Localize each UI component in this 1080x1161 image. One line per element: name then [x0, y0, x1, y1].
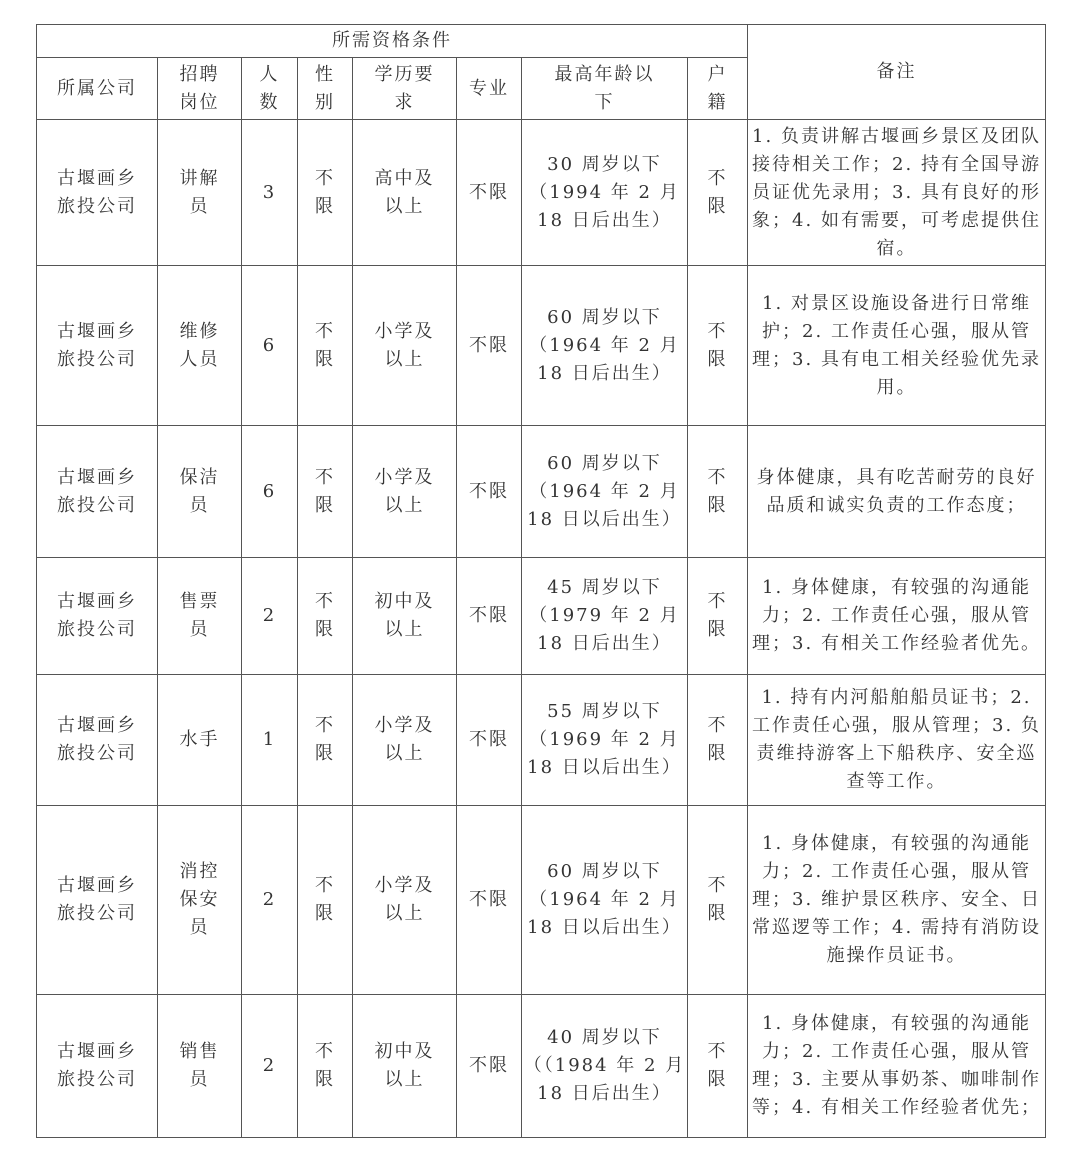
cell-position: 销售员	[158, 995, 242, 1138]
cell-count: 2	[242, 995, 298, 1138]
cell-major: 不限	[457, 995, 522, 1138]
cell-gender: 不限	[298, 806, 353, 995]
header-company: 所属公司	[37, 58, 158, 120]
cell-remarks: 身体健康，具有吃苦耐劳的良好品质和诚实负责的工作态度；	[748, 426, 1046, 558]
cell-max-age: 45 周岁以下（1979 年 2 月 18 日后出生）	[522, 558, 688, 675]
header-position: 招聘岗位	[158, 58, 242, 120]
cell-count: 2	[242, 558, 298, 675]
cell-remarks: 1. 身体健康，有较强的沟通能力；2. 工作责任心强，服从管理；3. 维护景区秩序、安全、日常巡逻等工作；4. 需持有消防设施操作员证书。	[748, 806, 1046, 995]
cell-gender: 不限	[298, 558, 353, 675]
cell-remarks: 1. 身体健康，有较强的沟通能力；2. 工作责任心强，服从管理；3. 有相关工作经验者优先。	[748, 558, 1046, 675]
cell-hukou: 不限	[688, 806, 748, 995]
cell-gender: 不限	[298, 675, 353, 806]
header-major: 专业	[457, 58, 522, 120]
cell-education: 小学及以上	[353, 266, 457, 426]
header-count: 人数	[242, 58, 298, 120]
cell-hukou: 不限	[688, 120, 748, 266]
cell-count: 6	[242, 426, 298, 558]
table-row	[37, 120, 1046, 266]
cell-gender: 不限	[298, 266, 353, 426]
cell-hukou: 不限	[688, 426, 748, 558]
header-education: 学历要求	[353, 58, 457, 120]
table-row	[37, 806, 1046, 995]
cell-education: 小学及以上	[353, 675, 457, 806]
cell-position: 保洁员	[158, 426, 242, 558]
cell-gender: 不限	[298, 995, 353, 1138]
cell-major: 不限	[457, 558, 522, 675]
cell-remarks: 1. 对景区设施设备进行日常维护；2. 工作责任心强，服从管理；3. 具有电工相关经验优先录用。	[748, 266, 1046, 426]
cell-company: 古堰画乡旅投公司	[37, 675, 158, 806]
cell-remarks: 1. 持有内河船舶船员证书；2. 工作责任心强，服从管理；3. 负责维持游客上下船秩序、安全巡查等工作。	[748, 675, 1046, 806]
cell-major: 不限	[457, 120, 522, 266]
qualification-group-header: 所需资格条件	[37, 25, 748, 58]
cell-count: 1	[242, 675, 298, 806]
cell-company: 古堰画乡旅投公司	[37, 120, 158, 266]
cell-position: 讲解员	[158, 120, 242, 266]
table-row	[37, 675, 1046, 806]
table-row	[37, 266, 1046, 426]
cell-education: 高中及以上	[353, 120, 457, 266]
cell-major: 不限	[457, 266, 522, 426]
cell-count: 2	[242, 806, 298, 995]
header-max-age: 最高年龄以下	[522, 58, 688, 120]
cell-max-age: 30 周岁以下（1994 年 2 月 18 日后出生）	[522, 120, 688, 266]
cell-max-age: 55 周岁以下（1969 年 2 月 18 日以后出生）	[522, 675, 688, 806]
cell-education: 初中及以上	[353, 558, 457, 675]
cell-max-age: 60 周岁以下（1964 年 2 月 18 日以后出生）	[522, 806, 688, 995]
cell-hukou: 不限	[688, 675, 748, 806]
cell-major: 不限	[457, 426, 522, 558]
cell-count: 6	[242, 266, 298, 426]
cell-hukou: 不限	[688, 558, 748, 675]
cell-gender: 不限	[298, 426, 353, 558]
cell-hukou: 不限	[688, 266, 748, 426]
cell-major: 不限	[457, 806, 522, 995]
cell-remarks: 1. 身体健康，有较强的沟通能力；2. 工作责任心强，服从管理；3. 主要从事奶茶、咖啡制作等；4. 有相关工作经验者优先；	[748, 995, 1046, 1138]
table-body	[37, 120, 1046, 1138]
table-row	[37, 426, 1046, 558]
cell-major: 不限	[457, 675, 522, 806]
header-gender: 性别	[298, 58, 353, 120]
cell-company: 古堰画乡旅投公司	[37, 806, 158, 995]
cell-education: 小学及以上	[353, 806, 457, 995]
cell-gender: 不限	[298, 120, 353, 266]
cell-max-age: 60 周岁以下（1964 年 2 月 18 日以后出生）	[522, 426, 688, 558]
cell-company: 古堰画乡旅投公司	[37, 426, 158, 558]
header-remarks: 备注	[748, 25, 1046, 120]
cell-position: 售票员	[158, 558, 242, 675]
cell-education: 小学及以上	[353, 426, 457, 558]
cell-company: 古堰画乡旅投公司	[37, 995, 158, 1138]
recruitment-table	[36, 24, 1046, 1138]
cell-company: 古堰画乡旅投公司	[37, 558, 158, 675]
cell-count: 3	[242, 120, 298, 266]
cell-remarks: 1. 负责讲解古堰画乡景区及团队接待相关工作；2. 持有全国导游员证优先录用；3. 具有良好的形象；4. 如有需要，可考虑提供住宿。	[748, 120, 1046, 266]
cell-hukou: 不限	[688, 995, 748, 1138]
cell-position: 水手	[158, 675, 242, 806]
cell-position: 维修人员	[158, 266, 242, 426]
cell-position: 消控保安员	[158, 806, 242, 995]
cell-max-age: 60 周岁以下（1964 年 2 月 18 日后出生）	[522, 266, 688, 426]
table-header	[37, 25, 1046, 120]
table-row	[37, 558, 1046, 675]
cell-company: 古堰画乡旅投公司	[37, 266, 158, 426]
cell-education: 初中及以上	[353, 995, 457, 1138]
cell-max-age: 40 周岁以下（（1984 年 2 月 18 日后出生）	[522, 995, 688, 1138]
header-hukou: 户籍	[688, 58, 748, 120]
table-row	[37, 995, 1046, 1138]
